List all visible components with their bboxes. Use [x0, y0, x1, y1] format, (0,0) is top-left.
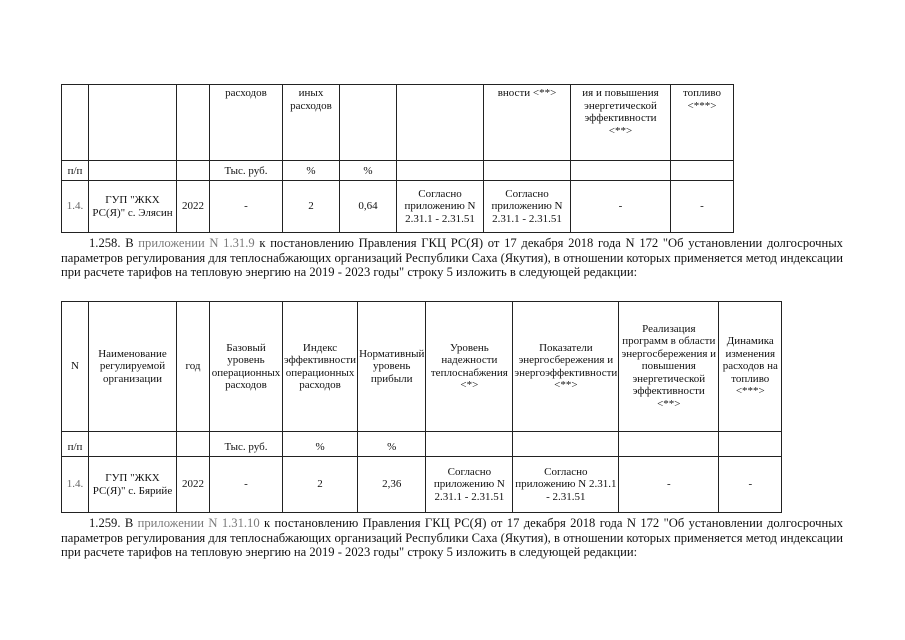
row-number: 1.4. — [62, 457, 89, 513]
table1-header-cell: иных расходов — [283, 85, 340, 161]
tariff-table-1 — [61, 84, 734, 233]
table2-header-cell: Уровень надежности теплоснабжения <*> — [426, 302, 513, 432]
paragraph-text: В — [124, 516, 134, 530]
paragraph-text: В — [125, 236, 134, 250]
table2-units-cell — [89, 432, 177, 457]
table2-header-cell: Реализация программ в области энергосбережения и повышения энергетической эффективности <**> — [619, 302, 719, 432]
organization-name: ГУП "ЖКХ РС(Я)" с. Элясин — [89, 181, 177, 233]
table2-units-row — [62, 432, 782, 457]
row-number: 1.4. — [62, 181, 89, 233]
energy-saving-cell: Согласно приложению N 2.31.1 - 2.31.51 — [484, 181, 571, 233]
reliability-cell: Согласно приложению N 2.31.1 - 2.31.51 — [426, 457, 513, 513]
table1-units-cell: п/п — [62, 161, 89, 181]
table1-units-cell — [671, 161, 734, 181]
organization-name: ГУП "ЖКХ РС(Я)" с. Бярийе — [89, 457, 177, 513]
table1-header-cell — [177, 85, 210, 161]
table1-units-cell — [484, 161, 571, 181]
table1-header-cell — [62, 85, 89, 161]
appendix-link[interactable]: приложении N 1.31.9 — [138, 236, 255, 250]
table2-units-cell: % — [283, 432, 358, 457]
table1-header-cell: ия и повышения энергетической эффективности <**> — [571, 85, 671, 161]
paragraph-number: 1.258. — [89, 236, 121, 250]
table2-units-cell: Тыс. руб. — [210, 432, 283, 457]
tariff-table-2 — [61, 301, 782, 513]
table2-units-cell — [619, 432, 719, 457]
program-cell: - — [571, 181, 671, 233]
table1-header-cell — [89, 85, 177, 161]
table2-header-cell: Базовый уровень операционных расходов — [210, 302, 283, 432]
paragraph-text: к постановлению Правления ГКЦ РС(Я) от 17 декабря 2018 года N 172 "Об установлении долгосрочных параметров регулирования для теплоснабжающих организаций Республики Саха (Якутия), в отношении которых применяется метод индексации при расчете тарифов на тепловую энергию на 2019 - 2023 годы" строку 5 изложить в следующей редакции: — [61, 516, 843, 559]
table2-units-cell — [719, 432, 782, 457]
table-row — [62, 181, 734, 233]
table1-units-cell — [89, 161, 177, 181]
table1-header-cell: вности <**> — [484, 85, 571, 161]
efficiency-index-cell: 2 — [283, 457, 358, 513]
paragraph-number: 1.259. — [89, 516, 121, 530]
base-opex-cell: - — [210, 181, 283, 233]
table2-header-cell: Индекс эффективности операционных расходов — [283, 302, 358, 432]
table1-header-cell: топливо <***> — [671, 85, 734, 161]
energy-saving-cell: Согласно приложению N 2.31.1 - 2.31.51 — [513, 457, 619, 513]
table2-header-cell: Нормативный уровень прибыли — [358, 302, 426, 432]
table1-units-cell: % — [283, 161, 340, 181]
table1-header-cell — [397, 85, 484, 161]
year-cell: 2022 — [177, 181, 210, 233]
table1-units-cell — [397, 161, 484, 181]
table2-header-row — [62, 302, 782, 432]
table1-units-cell — [571, 161, 671, 181]
table2-units-cell — [513, 432, 619, 457]
table1-units-row — [62, 161, 734, 181]
profit-level-cell: 2,36 — [358, 457, 426, 513]
paragraph-text: к постановлению Правления ГКЦ РС(Я) от 17 декабря 2018 года N 172 "Об установлении долгосрочных параметров регулирования для теплоснабжающих организаций Республики Саха (Якутия), в отношении которых применяется метод индексации при расчете тарифов на тепловую энергию на 2019 - 2023 годы" строку 5 изложить в следующей редакции: — [61, 236, 843, 279]
table2-header-cell: Динамика изменения расходов на топливо <***> — [719, 302, 782, 432]
table2-units-cell: п/п — [62, 432, 89, 457]
table1-units-cell: Тыс. руб. — [210, 161, 283, 181]
table2-units-cell: % — [358, 432, 426, 457]
year-cell: 2022 — [177, 457, 210, 513]
paragraph-1-258 — [61, 236, 843, 280]
table1-header-cell — [340, 85, 397, 161]
reliability-cell: Согласно приложению N 2.31.1 - 2.31.51 — [397, 181, 484, 233]
efficiency-index-cell: 2 — [283, 181, 340, 233]
table1-units-cell: % — [340, 161, 397, 181]
program-cell: - — [619, 457, 719, 513]
table2-units-cell — [177, 432, 210, 457]
table2-units-cell — [426, 432, 513, 457]
fuel-dynamics-cell: - — [671, 181, 734, 233]
table2-header-cell: год — [177, 302, 210, 432]
base-opex-cell: - — [210, 457, 283, 513]
profit-level-cell: 0,64 — [340, 181, 397, 233]
table2-header-cell: Показатели энергосбережения и энергоэффективности <**> — [513, 302, 619, 432]
paragraph-1-259 — [61, 516, 843, 560]
appendix-link[interactable]: приложении N 1.31.10 — [137, 516, 260, 530]
table2-header-cell: Наименование регулируемой организации — [89, 302, 177, 432]
table1-units-cell — [177, 161, 210, 181]
table1-header-row — [62, 85, 734, 161]
table2-header-cell: N — [62, 302, 89, 432]
fuel-dynamics-cell: - — [719, 457, 782, 513]
table1-header-cell: расходов — [210, 85, 283, 161]
table-row — [62, 457, 782, 513]
